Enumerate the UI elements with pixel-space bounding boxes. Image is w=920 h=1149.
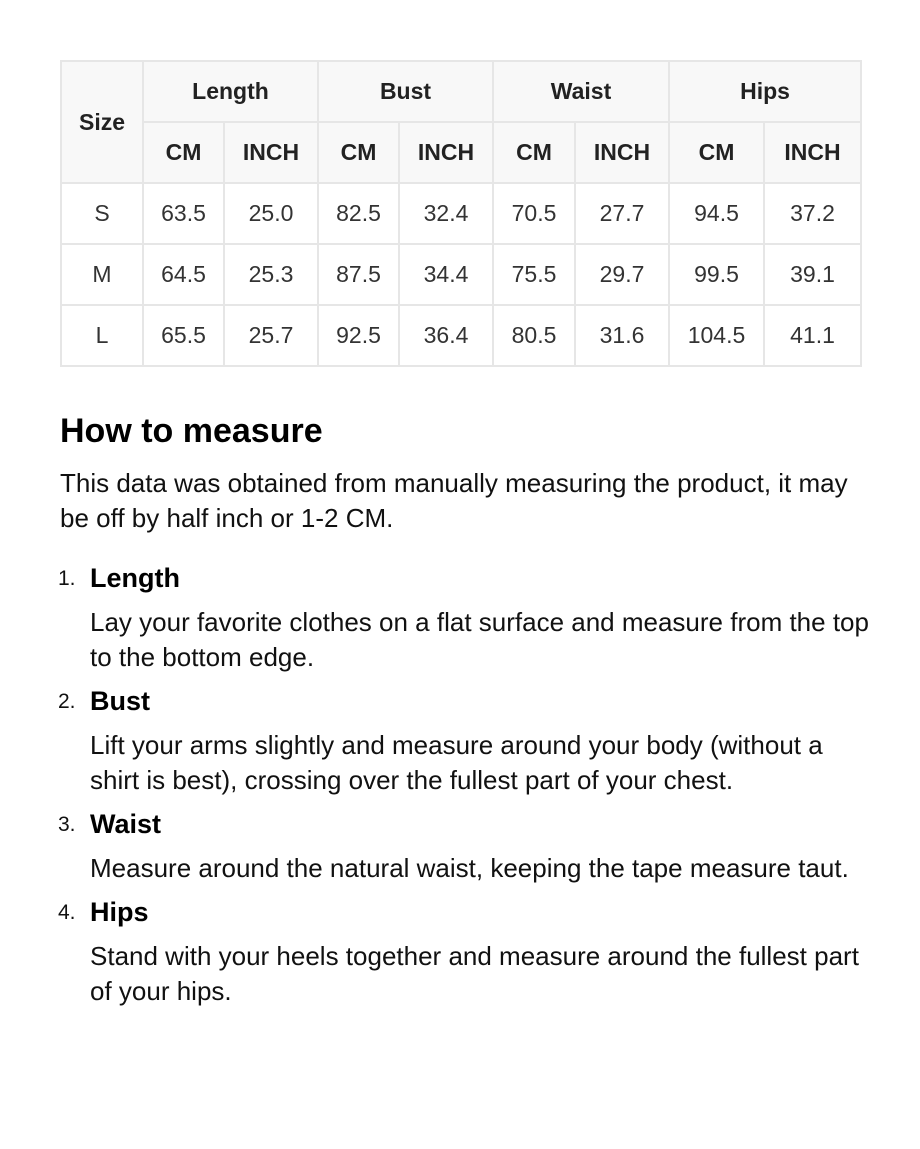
table-cell: 41.1 <box>764 305 861 366</box>
step-number: 4. <box>58 901 76 924</box>
table-cell: 39.1 <box>764 244 861 305</box>
bust-group-header: Bust <box>318 61 493 122</box>
hips-group-header: Hips <box>669 61 861 122</box>
length-group-header: Length <box>143 61 318 122</box>
step-description: Lay your favorite clothes on a flat surface and measure from the top to the bottom edge. <box>90 607 869 672</box>
step-number: 1. <box>58 567 76 590</box>
unit-header: CM <box>493 122 575 183</box>
table-cell: 75.5 <box>493 244 575 305</box>
step-waist <box>60 806 870 886</box>
table-cell: 27.7 <box>575 183 669 244</box>
unit-header: CM <box>143 122 224 183</box>
table-cell: 63.5 <box>143 183 224 244</box>
table-cell: 31.6 <box>575 305 669 366</box>
unit-header: INCH <box>224 122 318 183</box>
table-cell: 94.5 <box>669 183 764 244</box>
step-title: Waist <box>90 809 162 839</box>
step-length <box>60 560 870 675</box>
table-header-row-units <box>61 122 861 183</box>
table-row <box>61 305 861 366</box>
unit-header: INCH <box>764 122 861 183</box>
table-cell: 34.4 <box>399 244 493 305</box>
table-cell: 82.5 <box>318 183 399 244</box>
table-cell: 37.2 <box>764 183 861 244</box>
unit-header: INCH <box>399 122 493 183</box>
step-description: Measure around the natural waist, keeping the tape measure taut. <box>90 853 849 883</box>
table-row <box>61 244 861 305</box>
table-cell: 80.5 <box>493 305 575 366</box>
step-description: Stand with your heels together and measure around the fullest part of your hips. <box>90 941 859 1006</box>
size-label-cell: S <box>61 183 143 244</box>
unit-header: INCH <box>575 122 669 183</box>
table-cell: 87.5 <box>318 244 399 305</box>
step-number: 2. <box>58 690 76 713</box>
size-table <box>60 60 862 367</box>
table-cell: 36.4 <box>399 305 493 366</box>
size-label-cell: L <box>61 305 143 366</box>
step-description: Lift your arms slightly and measure around your body (without a shirt is best), crossing over the fullest part of your chest. <box>90 730 823 795</box>
size-column-header: Size <box>61 61 143 183</box>
table-row <box>61 183 861 244</box>
table-cell: 70.5 <box>493 183 575 244</box>
table-cell: 104.5 <box>669 305 764 366</box>
table-header-row-groups <box>61 61 861 122</box>
table-cell: 64.5 <box>143 244 224 305</box>
table-cell: 99.5 <box>669 244 764 305</box>
step-title: Bust <box>90 686 150 716</box>
size-label-cell: M <box>61 244 143 305</box>
step-title: Length <box>90 563 180 593</box>
table-cell: 92.5 <box>318 305 399 366</box>
intro-text: This data was obtained from manually measuring the product, it may be off by half inch or 1-2 CM. <box>60 468 848 533</box>
step-number: 3. <box>58 813 76 836</box>
table-cell: 29.7 <box>575 244 669 305</box>
table-cell: 25.7 <box>224 305 318 366</box>
table-cell: 65.5 <box>143 305 224 366</box>
step-hips <box>60 894 870 1009</box>
step-title: Hips <box>90 897 149 927</box>
unit-header: CM <box>318 122 399 183</box>
step-bust <box>60 683 870 798</box>
section-heading: How to measure <box>60 412 323 450</box>
table-cell: 25.0 <box>224 183 318 244</box>
table-cell: 25.3 <box>224 244 318 305</box>
table-cell: 32.4 <box>399 183 493 244</box>
waist-group-header: Waist <box>493 61 669 122</box>
unit-header: CM <box>669 122 764 183</box>
measure-steps-list <box>60 560 870 1017</box>
